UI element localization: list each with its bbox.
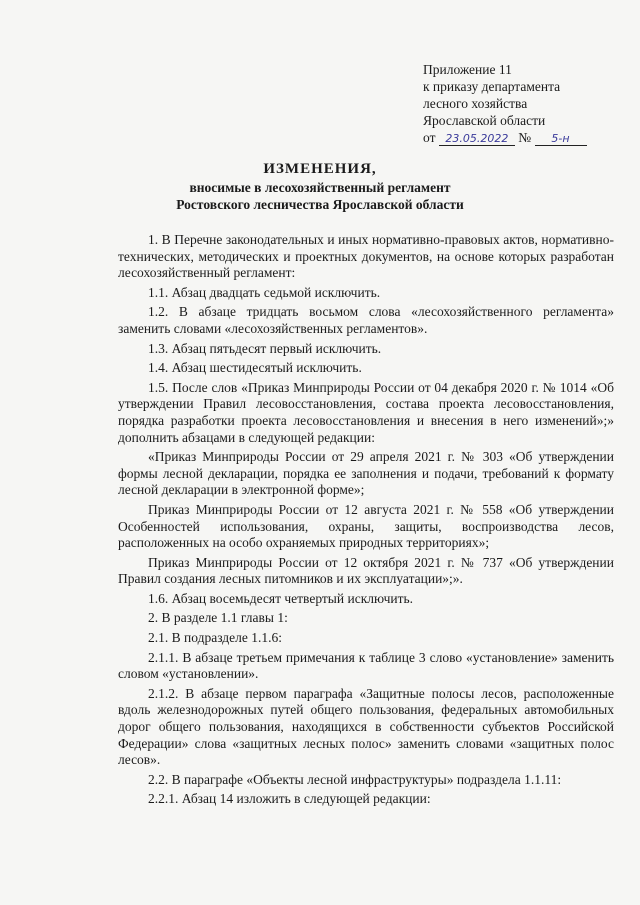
- appendix-header: [423, 61, 587, 146]
- appendix-title: Приложение 11: [423, 62, 512, 77]
- document-title-block: [0, 160, 640, 213]
- paragraph: 2.2.1. Абзац 14 изложить в следующей редакции:: [148, 791, 431, 807]
- appendix-department: лесного хозяйства: [423, 96, 528, 111]
- document-subtitle-1: вносимые в лесохозяйственный регламент: [189, 180, 451, 195]
- date-prefix: от: [423, 130, 436, 145]
- appendix-date-line: [423, 129, 587, 146]
- paragraph: Приказ Минприроды России от 12 октября 2021 г. № 737 «Об утверждении Правил создания лесных питомников и их эксплуатации»;».: [118, 554, 614, 587]
- paragraph: 2.1.2. В абзаце первом параграфа «Защитные полосы лесов, расположенные вдоль железнодорожных путей общего пользования, федеральных автомобильных дорог общего пользования, находящихся в собственности субъектов Российской Федерации» слова «защитных лесных полос» заменить словами «защитных полос лесов».: [118, 685, 614, 768]
- paragraph: Приказ Минприроды России от 12 августа 2021 г. № 558 «Об утверждении Особенностей использования, охраны, защиты, воспроизводства лесов, расположенных на особо охраняемых природных территориях»;: [118, 501, 614, 551]
- paragraph: 2.1. В подразделе 1.1.6:: [148, 630, 283, 646]
- paragraph: 2. В разделе 1.1 главы 1:: [148, 610, 288, 626]
- paragraph: 1.6. Абзац восемьдесят четвертый исключить.: [148, 590, 414, 606]
- document-body: [118, 232, 614, 811]
- paragraph: 1.1. Абзац двадцать седьмой исключить.: [148, 284, 381, 300]
- appendix-order-ref: к приказу департамента: [423, 79, 561, 94]
- number-handwritten: 5-н: [535, 133, 587, 146]
- number-prefix: №: [518, 130, 532, 145]
- date-handwritten: 23.05.2022: [439, 133, 515, 146]
- document-title: ИЗМЕНЕНИЯ,: [263, 161, 377, 177]
- paragraph: 2.2. В параграфе «Объекты лесной инфраструктуры» подраздела 1.1.11:: [148, 771, 562, 787]
- paragraph: «Приказ Минприроды России от 29 апреля 2021 г. № 303 «Об утверждении формы лесной декларации, порядка ее заполнения и подачи, требований к формату лесной декларации в электронной форме»;: [118, 449, 614, 498]
- paragraph: 1.4. Абзац шестидесятый исключить.: [148, 360, 362, 376]
- paragraph: 1. В Перечне законодательных и иных нормативно-правовых актов, нормативно-технических, методических и проектных документов, на основе которых разработан лесохозяйственный регламент:: [118, 232, 614, 281]
- document-subtitle-2: Ростовского лесничества Ярославской области: [176, 197, 464, 212]
- paragraph: 2.1.1. В абзаце третьем примечания к таблице 3 слово «установление» заменить словом «установлении».: [118, 649, 614, 682]
- paragraph: 1.2. В абзаце тридцать восьмом слова «лесохозяйственного регламента» заменить словами «лесохозяйственных регламентов».: [118, 304, 614, 336]
- paragraph: 1.3. Абзац пятьдесят первый исключить.: [148, 340, 382, 356]
- appendix-region: Ярославской области: [423, 113, 546, 128]
- paragraph: 1.5. После слов «Приказ Минприроды России от 04 декабря 2020 г. № 1014 «Об утверждении Правил лесовосстановления, состава проекта лесовосстановления, порядка разработки проекта лесовосстановления и внесения в него изменений»;» дополнить абзацами в следующей редакции:: [118, 379, 614, 445]
